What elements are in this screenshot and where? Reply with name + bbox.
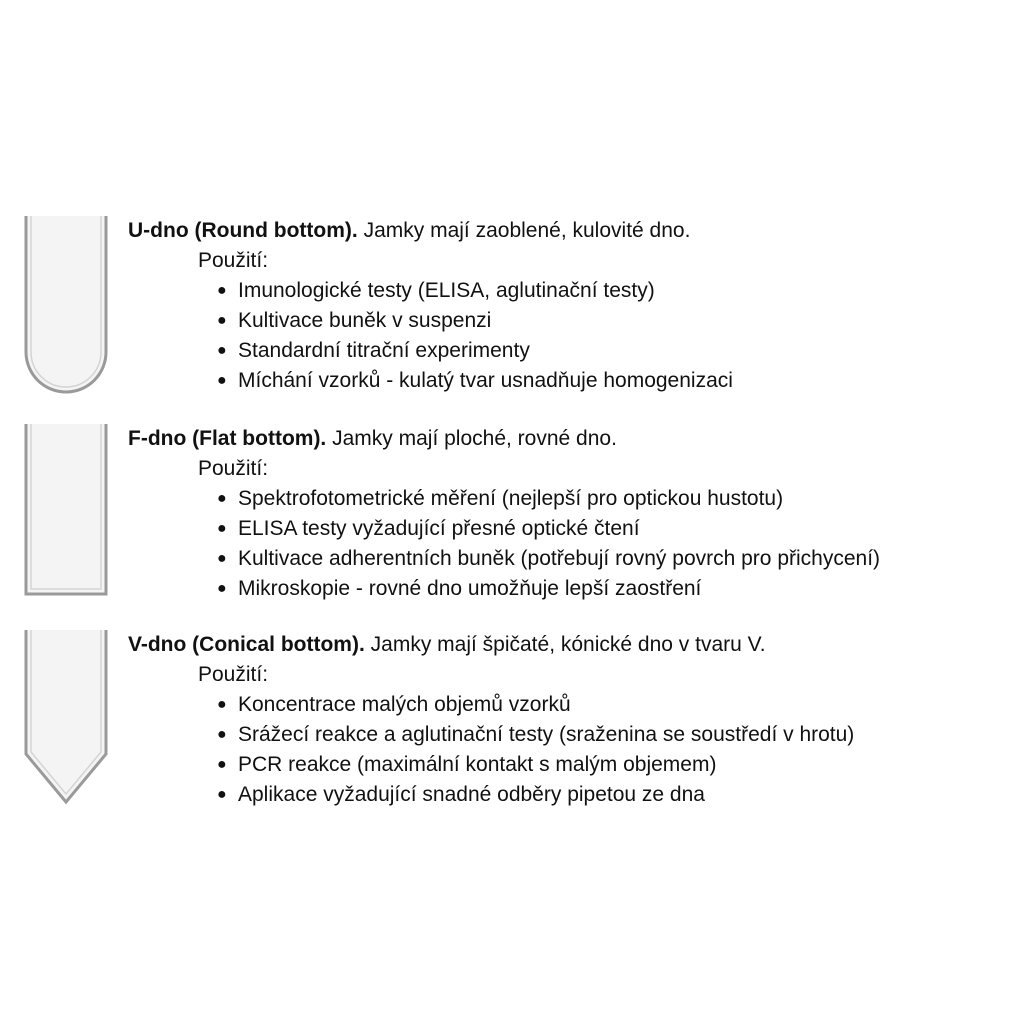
bullet-icon: ●: [217, 696, 227, 713]
bullet-icon: ●: [217, 312, 227, 329]
bullet-icon: ●: [217, 756, 227, 773]
bullet-icon: ●: [217, 580, 227, 597]
conical-bottom-well-icon: [24, 630, 108, 806]
list-item: [128, 366, 1008, 396]
conical-bottom-description: [128, 630, 1008, 810]
conical-bottom-usage-label: Použití:: [198, 663, 269, 686]
round-bottom-title-rest: Jamky mají zaoblené, kulovité dno.: [357, 219, 691, 242]
flat-bottom-description: [128, 424, 1008, 604]
list-item-text: Spektrofotometrické měření (nejlepší pro optickou hustotu): [238, 487, 784, 510]
list-item-text: Míchání vzorků - kulatý tvar usnadňuje homogenizaci: [238, 369, 733, 392]
list-item-text: Srážecí reakce a aglutinační testy (sraženina se soustředí v hrotu): [238, 723, 855, 746]
list-item: [128, 514, 1008, 544]
conical-bottom-title-bold: V-dno (Conical bottom).: [128, 633, 365, 656]
list-item: [128, 484, 1008, 514]
list-item: [128, 306, 1008, 336]
list-item-text: Kultivace buněk v suspenzi: [238, 309, 492, 332]
bullet-icon: ●: [217, 490, 227, 507]
round-bottom-title: [128, 216, 1008, 246]
bullet-icon: ●: [217, 342, 227, 359]
list-item: [128, 276, 1008, 306]
list-item: [128, 574, 1008, 604]
bullet-icon: ●: [217, 372, 227, 389]
flat-bottom-well-icon: [24, 424, 108, 598]
round-bottom-description: [128, 216, 1008, 396]
list-item: [128, 720, 1008, 750]
bullet-icon: ●: [217, 520, 227, 537]
list-item: [128, 780, 1008, 810]
bullet-icon: ●: [217, 282, 227, 299]
conical-bottom-title: [128, 630, 1008, 660]
list-item-text: ELISA testy vyžadující přesné optické čtení: [238, 517, 640, 540]
list-item: [128, 750, 1008, 780]
conical-bottom-usage-list: [128, 690, 1008, 810]
list-item-text: PCR reakce (maximální kontakt s malým objemem): [238, 753, 717, 776]
flat-bottom-title-bold: F-dno (Flat bottom).: [128, 427, 327, 450]
flat-bottom-title-rest: Jamky mají ploché, rovné dno.: [326, 427, 617, 450]
list-item-text: Aplikace vyžadující snadné odběry pipetou ze dna: [238, 783, 705, 806]
bullet-icon: ●: [217, 786, 227, 803]
list-item-text: Kultivace adherentních buněk (potřebují rovný povrch pro přichycení): [238, 547, 881, 570]
bullet-icon: ●: [217, 550, 227, 567]
list-item-text: Mikroskopie - rovné dno umožňuje lepší zaostření: [238, 577, 702, 600]
round-bottom-usage-label: Použití:: [198, 249, 269, 272]
list-item: [128, 544, 1008, 574]
round-bottom-usage-list: [128, 276, 1008, 396]
round-bottom-well-icon: [24, 216, 108, 396]
list-item-text: Imunologické testy (ELISA, aglutinační testy): [238, 279, 655, 302]
flat-bottom-title: [128, 424, 1008, 454]
flat-bottom-usage-label: Použití:: [198, 457, 269, 480]
round-bottom-title-bold: U-dno (Round bottom).: [128, 219, 358, 242]
list-item-text: Standardní titrační experimenty: [238, 339, 530, 362]
flat-bottom-usage-list: [128, 484, 1008, 604]
list-item: [128, 336, 1008, 366]
list-item: [128, 690, 1008, 720]
list-item-text: Koncentrace malých objemů vzorků: [238, 693, 571, 716]
bullet-icon: ●: [217, 726, 227, 743]
conical-bottom-title-rest: Jamky mají špičaté, kónické dno v tvaru V.: [364, 633, 766, 656]
